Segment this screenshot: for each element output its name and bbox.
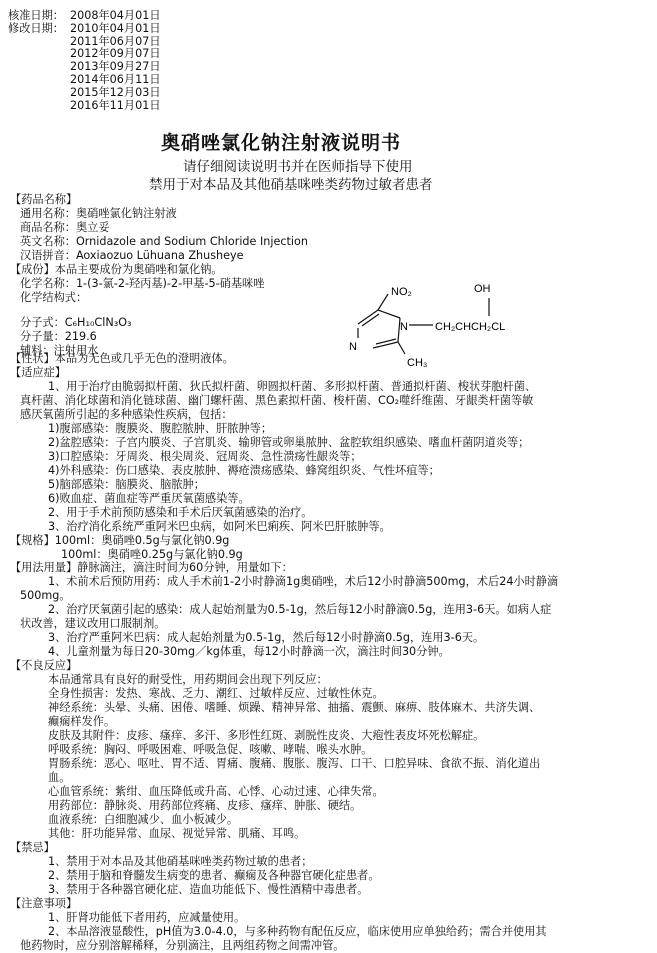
section-heading-precautions: 【注意事项】 xyxy=(10,897,78,910)
indication-subitem: 3)口腔感染：牙周炎、根尖周炎、冠周炎、急性溃疡性龈炎等； xyxy=(48,450,362,463)
molecular-weight: 分子量：219.6 xyxy=(20,330,97,343)
section-heading-drug-name: 【药品名称】 xyxy=(10,193,78,206)
indication-subitem: 5)脑部感染：脑膜炎、脑脓肿； xyxy=(48,478,205,491)
revised-date: 2011年06月07日 xyxy=(70,34,161,48)
section-heading-adverse: 【不良反应】 xyxy=(10,659,78,672)
composition-text: 本品主要成份为奥硝唑和氯化钠。 xyxy=(54,263,223,276)
chemical-structure-diagram xyxy=(343,280,653,372)
revised-date: 2014年06月11日 xyxy=(70,72,161,86)
spec-item: 100ml：奥硝唑0.25g与氯化钠0.9g xyxy=(61,548,243,561)
adverse-line: 用药部位：静脉炎、用药部位疼痛、皮疹、瘙痒、肿胀、硬结。 xyxy=(48,799,362,812)
section-dosage xyxy=(10,561,293,575)
subtitle-instruction: 请仔细阅读说明书并在医师指导下使用 xyxy=(183,159,413,175)
pinyin-name: 汉语拼音：Aoxiaozuo Lühuana Zhusheye xyxy=(20,249,244,262)
side-chain-label: CH₂CHCH₂CL xyxy=(435,321,506,333)
structure-label: 化学结构式： xyxy=(20,291,88,304)
section-heading-specs: 【规格】 xyxy=(10,534,55,547)
subtitle-warning: 禁用于对本品及其他硝基咪唑类药物过敏者患者 xyxy=(149,177,433,193)
english-name: 英文名称：Ornidazole and Sodium Chloride Injection xyxy=(20,235,308,248)
revised-date: 2013年09月27日 xyxy=(70,60,161,74)
section-heading-properties: 【性状】 xyxy=(10,352,55,365)
approved-date: 2008年04月01日 xyxy=(70,9,161,22)
adverse-line: 胃肠系统：恶心、呕吐、胃不适、胃痛、腹痛、腹胀、腹泻、口干、口腔异味、食欲不振、消化道出 xyxy=(48,757,541,770)
adverse-line: 癫痫样发作。 xyxy=(48,715,116,728)
date-block xyxy=(8,10,161,112)
dosage-item: 1、术前术后预防用药：成人手术前1-2小时静滴1g奥硝唑，术后12小时静滴500mg，术后24小时静滴 xyxy=(48,575,559,588)
approved-date-label: 核准日期： xyxy=(8,9,64,22)
excipient: 辅料：注射用水 xyxy=(20,344,99,357)
precaution-item: 1、肝肾功能低下者用药，应减量使用。 xyxy=(48,911,246,924)
properties-text: 本品为无色或几乎无色的澄明液体。 xyxy=(54,352,234,365)
revised-date: 2010年04月01日 xyxy=(70,21,161,35)
section-heading-composition: 【成份】 xyxy=(10,263,55,276)
ring-bond xyxy=(373,342,398,348)
indication-item: 1、用于治疗由脆弱拟杆菌、狄氏拟杆菌、卵圆拟杆菌、多形拟杆菌、普通拟杆菌、梭状芽胞杆菌、 xyxy=(48,380,537,393)
indication-item: 真杆菌、消化球菌和消化链球菌、幽门螺杆菌、黑色素拟杆菌、梭杆菌、CO₂噬纤维菌、牙龈类杆菌等敏 xyxy=(20,394,534,407)
nitro-bond xyxy=(378,294,388,310)
section-specs xyxy=(10,534,229,548)
indication-item: 2、用于手术前预防感染和手术后厌氧菌感染的治疗。 xyxy=(48,506,313,519)
adverse-line: 呼吸系统：胸闷、呼吸困难、呼吸急促、咳嗽、哮喘、喉头水肿。 xyxy=(48,743,373,756)
adverse-line: 神经系统：头晕、头痛、困倦、嗜睡、烦躁、精神异常、抽搐、震颤、麻痹、肢体麻木、共济失调、 xyxy=(48,701,541,714)
methyl-label: CH₃ xyxy=(407,357,428,369)
indication-item: 3、治疗消化系统严重阿米巴虫病，如阿米巴痢疾、阿米巴肝脓肿等。 xyxy=(48,520,391,533)
spec-item: 100ml：奥硝唑0.5g与氯化钠0.9g xyxy=(54,534,230,547)
revised-date: 2016年11月01日 xyxy=(70,98,161,112)
dosage-item: 4、儿童剂量为每日20-30mg／kg体重，每12小时静滴一次，滴注时间30分钟。 xyxy=(48,645,450,658)
contraindication-item: 2、禁用于脑和脊髓发生病变的患者、癫痫及各种器官硬化症患者。 xyxy=(48,869,380,882)
indication-subitem: 4)外科感染：伤口感染、表皮脓肿、褥疮溃疡感染、蜂窝组织炎、气性坏疽等； xyxy=(48,464,440,477)
ring-bond xyxy=(378,310,400,318)
revised-date-label: 修改日期： xyxy=(8,21,64,35)
ring-nitrogen-label: N xyxy=(400,321,408,333)
adverse-line: 血液系统：白细胞减少、血小板减少。 xyxy=(48,813,239,826)
dosage-intro: 静脉滴注，滴注时间为60分钟，用量如下： xyxy=(77,561,293,574)
indication-subitem: 6)败血症、菌血症等严重厌氧菌感染等。 xyxy=(48,492,250,505)
chemical-name: 化学名称：1-(3-氯-2-羟丙基)-2-甲基-5-硝基咪唑 xyxy=(20,277,265,290)
section-heading-contraindications: 【禁忌】 xyxy=(10,841,55,854)
trade-name: 商品名称：奥立妥 xyxy=(20,221,110,234)
contraindication-item: 3、禁用于各种器官硬化症、造血功能低下、慢性酒精中毒患者。 xyxy=(48,883,369,896)
section-heading-indications: 【适应症】 xyxy=(10,366,66,379)
adverse-line: 皮肤及其附件：皮疹、瘙痒、多汗、多形性红斑、剥脱性皮炎、大疱性表皮坏死松解症。 xyxy=(48,729,485,742)
precaution-item: 2、本品溶液显酸性，pH值为3.0-4.0，与多种药物有配伍反应，临床使用应单独给药；需合并使用其 xyxy=(48,925,547,938)
nitro-label: NO₂ xyxy=(391,286,412,298)
adverse-line: 血。 xyxy=(48,771,71,784)
methyl-bond xyxy=(398,342,405,354)
hydroxyl-label: OH xyxy=(474,283,491,295)
generic-name: 通用名称：奥硝唑氯化钠注射液 xyxy=(20,207,177,220)
dosage-item: 状改善，建议改用口服制剂。 xyxy=(20,617,166,630)
revised-date: 2015年12月03日 xyxy=(70,85,161,99)
molecular-formula: 分子式：C₆H₁₀ClN₃O₃ xyxy=(20,316,132,329)
section-properties xyxy=(10,352,234,366)
contraindication-item: 1、禁用于对本品及其他硝基咪唑类药物过敏的患者； xyxy=(48,855,313,868)
revised-date: 2012年09月07日 xyxy=(70,47,161,61)
document-title: 奥硝唑氯化钠注射液说明书 xyxy=(161,132,402,154)
adverse-intro: 本品通常具有良好的耐受性，用药期间会出现下列反应： xyxy=(48,673,328,686)
dosage-item: 2、治疗厌氧菌引起的感染：成人起始剂量为0.5-1g，然后每12小时静滴0.5g，连用3-6天。如病人症 xyxy=(48,603,552,616)
adverse-line: 全身性损害：发热、寒战、乏力、潮红、过敏样反应、过敏性休克。 xyxy=(48,687,384,700)
precaution-item: 他药物时，应分别溶解稀释，分别滴注，且两组药物之间需冲管。 xyxy=(20,939,345,952)
section-heading-dosage: 【用法用量】 xyxy=(10,561,78,574)
ring-nitrogen-label: N xyxy=(349,341,357,353)
section-composition xyxy=(10,263,223,277)
adverse-line: 其他：肝功能异常、血尿、视觉异常、肌痛、耳鸣。 xyxy=(48,827,306,840)
indication-item: 感厌氧菌所引起的多种感染性疾病，包括： xyxy=(20,408,233,421)
dosage-item: 500mg。 xyxy=(20,589,71,602)
dosage-item: 3、治疗严重阿米巴病：成人起始剂量为0.5-1g，然后每12小时静滴0.5g，连用3-6天。 xyxy=(48,631,485,644)
adverse-line: 心血管系统：紫绀、血压降低或升高、心悸、心动过速、心律失常。 xyxy=(48,785,384,798)
indication-subitem: 1)腹部感染：腹膜炎、腹腔脓肿、肝脓肿等； xyxy=(48,422,273,435)
indication-subitem: 2)盆腔感染：子宫内膜炎、子宫肌炎、输卵管或卵巢脓肿、盆腔软组织感染、嗜血杆菌阴道炎等； xyxy=(48,436,530,449)
